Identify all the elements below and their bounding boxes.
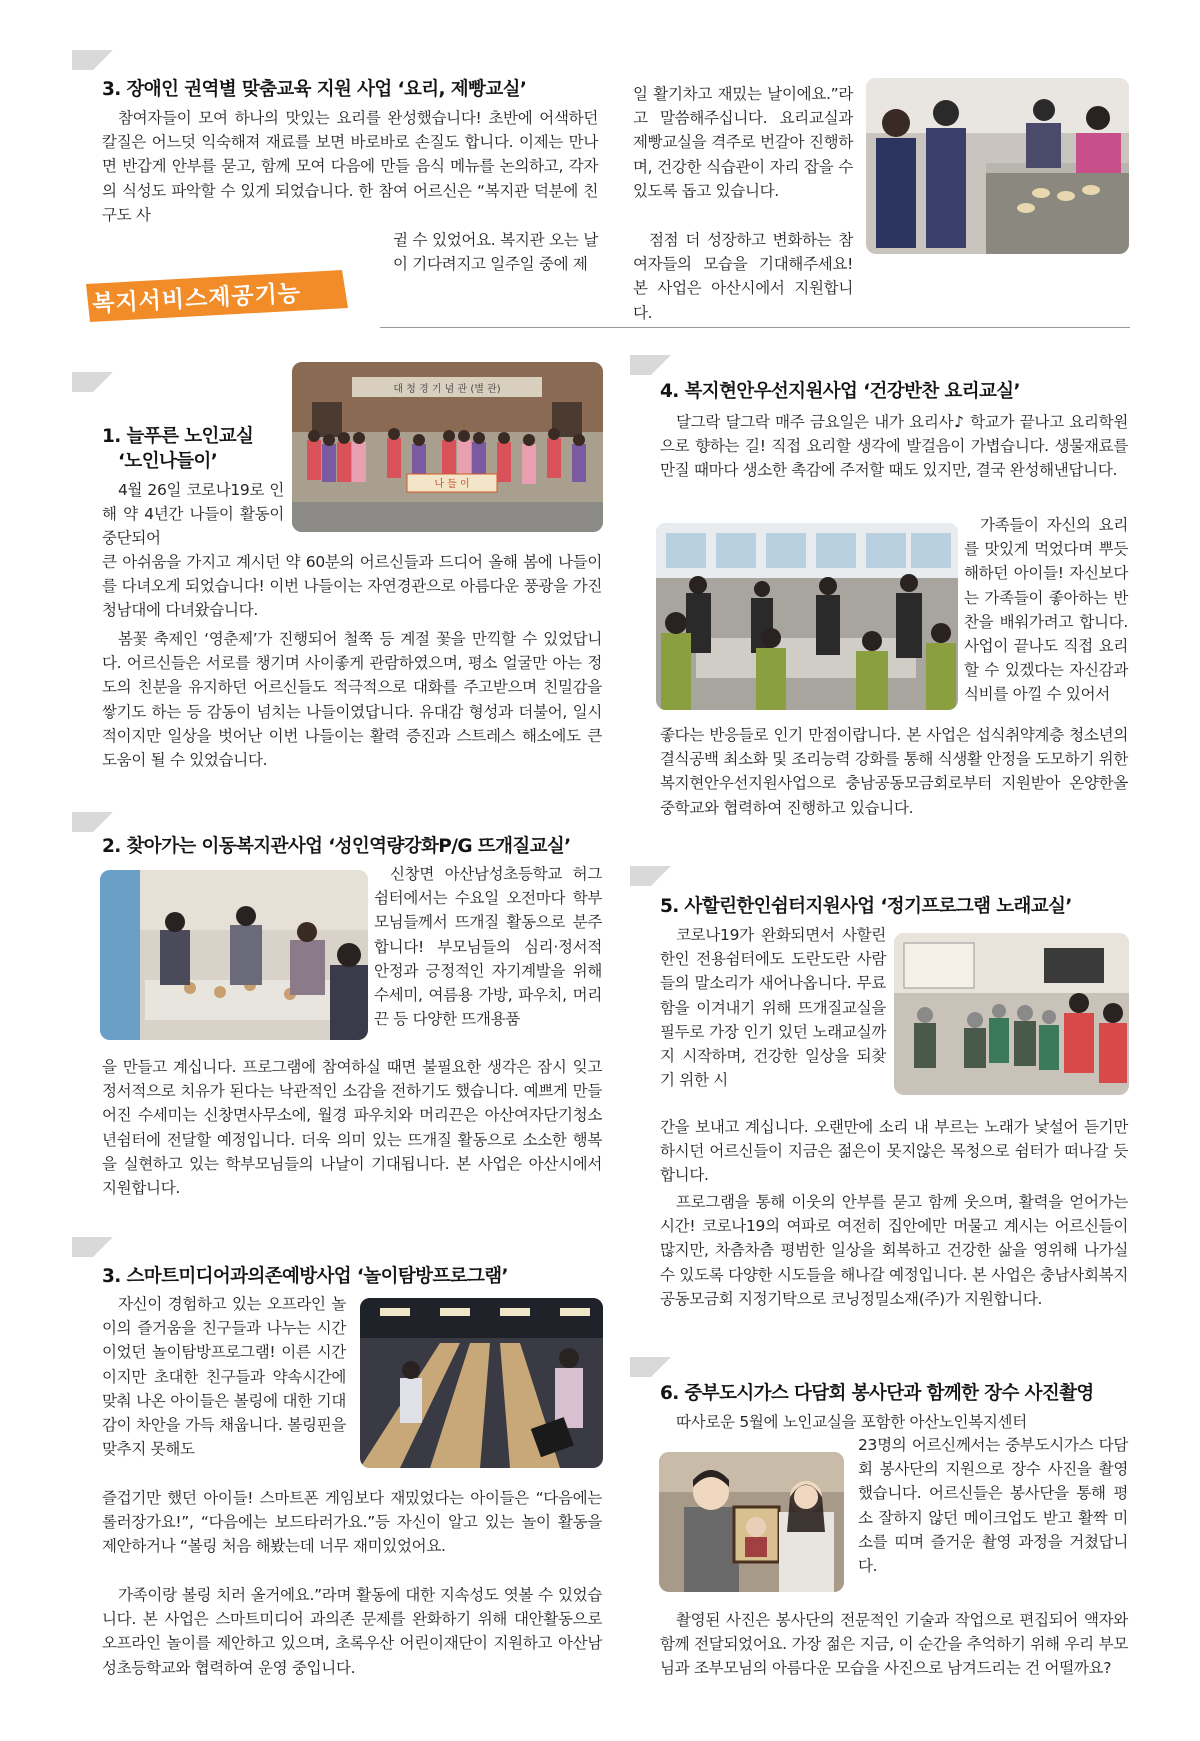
photo-sign-text: 대 청 경 기 념 관 (별 관) bbox=[393, 384, 501, 395]
senior-outing-photo bbox=[292, 362, 603, 532]
knitting-class-photo bbox=[100, 870, 368, 1040]
singing-narrow-text: 코로나19가 완화되면서 사할린한인 전용쉼터에도 도란도란 사람들의 말소리가 새어나옵니다. 무료함을 이겨내기 위해 뜨개질교실을 필두로 가장 인기 있던 노래교실까지 시작하며, 건강한 일상을 되찾기 위한 시 bbox=[660, 926, 886, 1090]
section-title-play-exploration: 3. 스마트미디어과의존예방사업 ‘놀이탐방프로그램’ bbox=[102, 1266, 508, 1287]
knitting-text: 을 만들고 계십니다. 프로그램에 참여하실 때면 불필요한 생각은 잠시 잊고 정서적으로 치유가 된다는 낙관적인 소감을 전하기도 했습니다. 예쁘게 만들어진 수세미는 신창면사무소에, 월경 파우치와 머리끈은 아산여자단기청소년쉼터에 전달할 예정입니다. 더욱 의미 있는 뜨개질 활동으로 소소한 행복을 실현하고 있는 학부모님들의 나날이 기대됩니다. 본 사업은 아산시에서 지원합니다. bbox=[102, 1058, 602, 1198]
section-title-knitting: 2. 찾아가는 이동복지관사업 ‘성인역량강화P/G 뜨개질교실’ bbox=[102, 836, 571, 857]
section-title-singing-class: 5. 사할린한인쉼터지원사업 ‘정기프로그램 노래교실’ bbox=[660, 896, 1072, 917]
outing-text-1: 큰 아쉬움을 가지고 계시던 약 60분의 어르신들과 드디어 올해 봄에 나들이를 다녀오게 되었습니다! 이번 나들이는 자연경관으로 아름다운 풍광을 가진 청남대에 다녀왔습니다. bbox=[102, 553, 602, 620]
longevity-photo-narrow-text: 23명의 어르신께서는 중부도시가스 다담회 봉사단의 지원으로 장수 사진을 촬영했습니다. 어르신들은 봉사단을 통해 평소 잘하지 않던 메이크업도 받고 활짝 미소를 띠며 즐거운 촬영 과정을 거쳤답니다. bbox=[858, 1436, 1128, 1576]
cooking-left-text: 참여자들이 모여 하나의 맛있는 요리를 완성했습니다! 초반에 어색하던 칼질은 어느덧 익숙해져 재료를 보면 바로바로 손질도 합니다. 이제는 만나면 반갑게 안부를 묻고, 함께 모여 다음에 만들 음식 메뉴를 논의하고, 각자의 식성도 파악할 수 있게 되었습니다. 한 참여 어르신은 “복지관 덕분에 친구도 사 bbox=[102, 109, 598, 224]
longevity-photo-text-1: 따사로운 5월에 노인교실을 포함한 아산노인복지센터 bbox=[676, 1413, 1027, 1431]
section-badge bbox=[80, 268, 352, 324]
section-divider bbox=[380, 327, 1130, 328]
longevity-photo-text-2: 촬영된 사진은 봉사단의 전문적인 기술과 작업으로 편집되어 액자와 함께 전달되었어요. 가장 젊은 지금, 이 순간을 추억하기 위해 우리 부모님과 조부모님의 아름다운 모습을 사진으로 남겨드리는 건 어떨까요? bbox=[660, 1611, 1128, 1678]
section-corner-decoration bbox=[72, 812, 142, 832]
play-text-1: 즐겁기만 했던 아이들! 스마트폰 게임보다 재밌었다는 아이들은 “다음에는 롤러장가요!”, “다음에는 보드타러가요.”등 자신이 알고 있는 놀이 활동을 제안하거나 “볼링 처음 해봤는데 너무 재미있었어요. bbox=[102, 1489, 602, 1556]
section-subtitle-senior-outing: ‘노인나들이’ bbox=[118, 451, 218, 472]
section-corner-decoration bbox=[630, 355, 700, 375]
singing-class-photo bbox=[894, 933, 1129, 1095]
healthy-cooking-photo bbox=[656, 523, 958, 710]
section-corner-decoration bbox=[72, 372, 142, 392]
section-title-cooking-baking: 3. 장애인 권역별 맞춤교육 지원 사업 ‘요리, 제빵교실’ bbox=[102, 79, 527, 100]
section-title-longevity-photo: 6. 중부도시가스 다담회 봉사단과 함께한 장수 사진촬영 bbox=[660, 1383, 1094, 1404]
knitting-narrow-text: 신창면 아산남성초등학교 허그쉼터에서는 수요일 오전마다 학부모님들께서 뜨개질 활동으로 분주합니다! 부모님들의 심리·정서적 안정과 긍정적인 자기계발을 위해 수세미, 여름용 가방, 파우치, 머리끈 등 다양한 뜨개용품 bbox=[374, 865, 602, 1029]
section-corner-decoration bbox=[72, 50, 142, 70]
cooking-right-text-2: 점점 더 성장하고 변화하는 참여자들의 모습을 기대해주세요! 본 사업은 아산시에서 지원합니다. bbox=[633, 231, 853, 322]
play-narrow-text: 자신이 경험하고 있는 오프라인 놀이의 즐거움을 친구들과 나누는 시간이었던 놀이탐방프로그램! 이른 시간이지만 초대한 친구들과 약속시간에 맞춰 나온 아이들은 볼링에 대한 기대감이 차안을 가득 채웁니다. 볼링핀을 맞추지 못해도 bbox=[102, 1295, 346, 1459]
healthy-cooking-text-1: 달그락 달그락 매주 금요일은 내가 요리사♪ 학교가 끝나고 요리학원으로 향하는 길! 직접 요리할 생각에 발걸음이 가볍습니다. 생물재료를 만질 때마다 생소한 촉감에 주저할 때도 있지만, 결국 완성해낸답니다. bbox=[660, 413, 1128, 480]
section-badge-text: 복지서비스제공기능 bbox=[91, 280, 302, 318]
photo-banner-text: 나 들 이 bbox=[434, 479, 470, 490]
cooking-class-photo bbox=[866, 78, 1129, 254]
section-corner-decoration bbox=[630, 1357, 700, 1377]
singing-text-1: 간을 보내고 계십니다. 오랜만에 소리 내 부르는 노래가 낯설어 듣기만 하시던 어르신들이 지금은 젊은이 못지않은 목청으로 쉼터가 떠나갈 듯합니다. bbox=[660, 1118, 1128, 1185]
section-corner-decoration bbox=[630, 866, 700, 886]
section-title-senior-outing: 1. 늘푸른 노인교실 bbox=[102, 426, 254, 447]
outing-text-2: 봄꽃 축제인 ‘영춘제’가 진행되어 철쭉 등 계절 꽃을 만끽할 수 있었답니다. 어르신들은 서로를 챙기며 사이좋게 관람하였으며, 평소 얼굴만 아는 정도의 친분을 유지하던 어르신들도 적극적으로 대화를 주고받으며 친밀감을 쌓기도 하는 등 감동이 넘치는 나들이였답니다. 유대감 형성과 더불어, 일시적이지만 일상을 벗어난 이번 나들이는 활력 증진과 스트레스 해소에도 큰 도움이 될 수 있었습니다. bbox=[102, 630, 602, 770]
longevity-portrait-photo bbox=[659, 1452, 844, 1592]
singing-text-2: 프로그램을 통해 이웃의 안부를 묻고 함께 웃으며, 활력을 얻어가는 시간! 코로나19의 여파로 여전히 집안에만 머물고 계시는 어르신들이 많지만, 차츰차츰 평범한 일상을 회복하고 건강한 삶을 영위해 나가실 수 있도록 다양한 시도들을 해나갈 예정입니다. 본 사업은 충남사회복지공동모금회 지정기탁으로 코닝정밀소재(주)가 지원합니다. bbox=[660, 1193, 1128, 1308]
bowling-photo bbox=[360, 1298, 603, 1468]
cooking-right-text: 일 활기차고 재밌는 날이에요.”라고 말씀해주십니다. 요리교실과 제빵교실을 격주로 번갈아 진행하며, 건강한 식습관이 자리 잡을 수 있도록 돕고 있습니다. bbox=[633, 85, 853, 200]
play-text-2: 가족이랑 볼링 치러 올거에요.”라며 활동에 대한 지속성도 엿볼 수 있었습니다. 본 사업은 스마트미디어 과의존 문제를 완화하기 위해 대안활동으로 오프라인 놀이를 제안하고 있으며, 초록우산 어린이재단이 지원하고 아산남성초등학교와 협력하여 운영 중입니다. bbox=[102, 1586, 602, 1677]
outing-narrow-text: 4월 26일 코로나19로 인해 약 4년간 나들이 활동이 중단되어 bbox=[102, 481, 284, 548]
healthy-cooking-text-2: 좋다는 반응들로 인기 만점이랍니다. 본 사업은 섭식취약계층 청소년의 결식공백 최소화 및 조리능력 강화를 통해 식생활 안정을 도모하기 위한 복지현안우선지원사업으로 충남공동모금회로부터 지원받아 온양한올중학교와 협력하여 진행하고 있습니다. bbox=[660, 726, 1128, 817]
section-corner-decoration bbox=[72, 1237, 142, 1257]
cooking-narrow-text: 귈 수 있었어요. 복지관 오는 날이 기다려지고 일주일 중에 제 bbox=[393, 231, 598, 274]
healthy-cooking-narrow-text: 가족들이 자신의 요리를 맛있게 먹었다며 뿌듯해하던 아이들! 자신보다는 가족들이 좋아하는 반찬을 배워가려고 합니다. 사업이 끝나도 직접 요리할 수 있겠다는 자신감과 식비를 아낄 수 있어서 bbox=[964, 516, 1128, 704]
section-title-healthy-cooking: 4. 복지현안우선지원사업 ‘건강반찬 요리교실’ bbox=[660, 381, 1020, 402]
